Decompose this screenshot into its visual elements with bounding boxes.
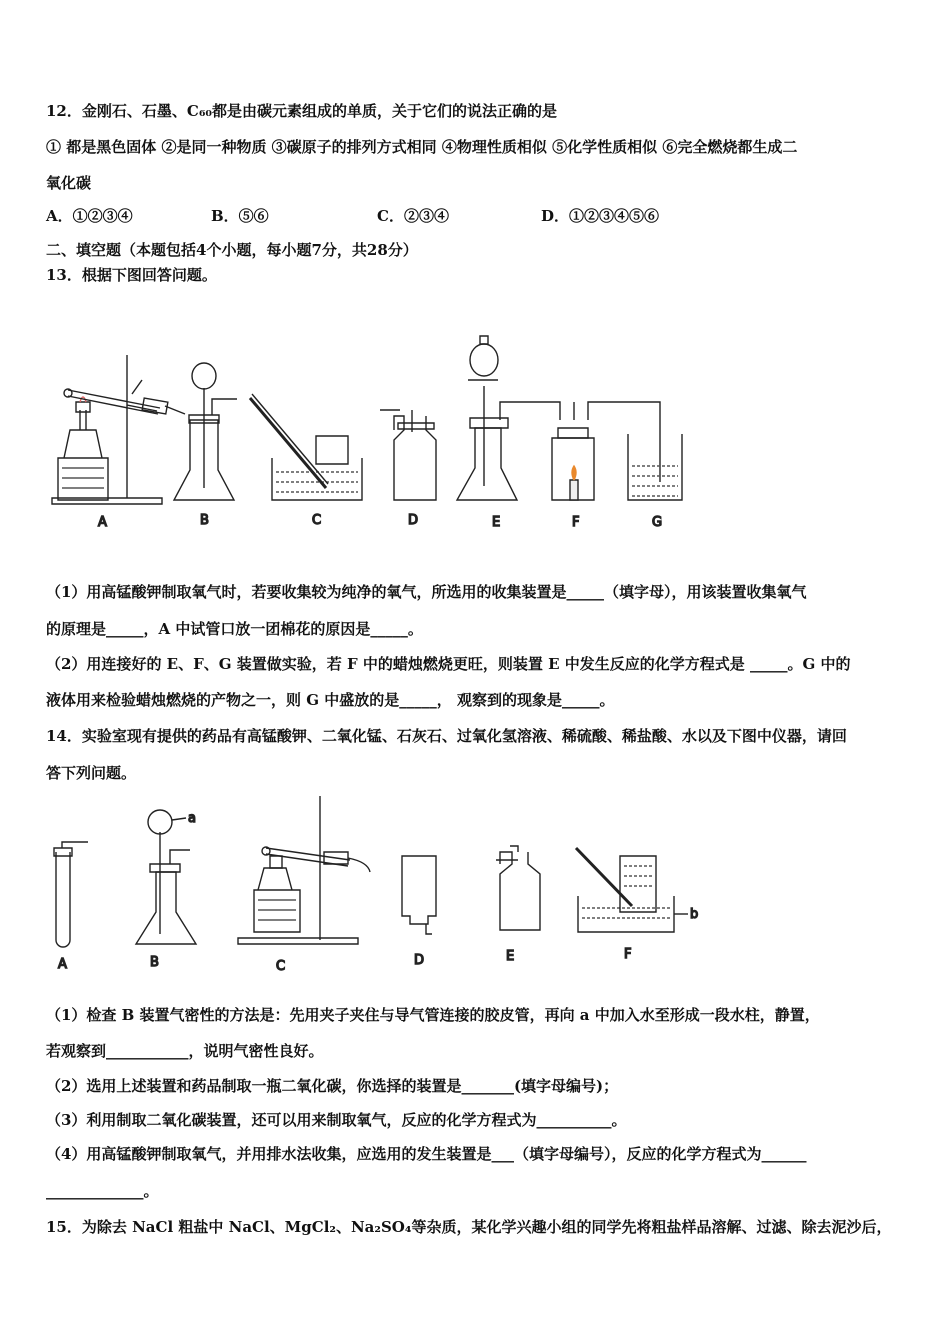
q13-label-a: A	[98, 515, 107, 530]
q15-stem: 15．为除去 NaCl 粗盐中 NaCl、MgCl₂、Na₂SO₄等杂质，某化学兴趣小组的同学先将粗盐样品溶解、过滤、除去泥沙后，	[46, 1218, 892, 1236]
apparatus-g	[628, 434, 682, 500]
apparatus-d	[380, 410, 436, 500]
q13-label-e: E	[492, 515, 501, 530]
apparatus-d	[402, 856, 436, 934]
q13-label-b: B	[200, 513, 209, 528]
apparatus-a	[52, 355, 185, 504]
q14-label-a-marker: a	[188, 811, 196, 826]
apparatus-e	[496, 846, 540, 930]
q13-part1-cont: 的原理是_____，A 中试管口放一团棉花的原因是_____。	[46, 620, 423, 638]
q12-stem: 12．金刚石、石墨、C₆₀都是由碳元素组成的单质，关于它们的说法正确的是	[46, 102, 557, 120]
q13-part1: （1）用高锰酸钾制取氧气时，若要收集较为纯净的氧气，所选用的收集装置是_____（填字母），用该装置收集氧气	[46, 583, 807, 601]
q14-label-b-marker: b	[690, 907, 699, 922]
q14-part2: （2）选用上述装置和药品制取一瓶二氧化碳，你选择的装置是_______(填字母编号)；	[46, 1077, 619, 1095]
q14-part1-cont: 若观察到___________，说明气密性良好。	[46, 1042, 324, 1060]
q14-part1: （1）检查 B 装置气密性的方法是：先用夹子夹住与导气管连接的胶皮管，再向 a 中加入水至形成一段水柱，静置，	[46, 1006, 820, 1024]
q12-option-d: D．①②③④⑤⑥	[541, 207, 660, 225]
apparatus-f	[552, 402, 660, 500]
q13-label-d: D	[408, 513, 419, 528]
q13-part2-cont: 液体用来检验蜡烛燃烧的产物之一，则 G 中盛放的是_____， 观察到的现象是_____。	[46, 691, 615, 709]
apparatus-b	[174, 363, 237, 500]
apparatus-c	[238, 796, 370, 944]
q14-part3: （3）利用制取二氧化碳装置，还可以用来制取氧气，反应的化学方程式为__________。	[46, 1111, 627, 1129]
q13-stem: 13．根据下图回答问题。	[46, 266, 217, 284]
q14-label-d: D	[414, 953, 425, 968]
q14-label-e: E	[506, 949, 515, 964]
q14-label-f: F	[624, 947, 632, 962]
apparatus-c	[250, 394, 362, 500]
apparatus-f	[576, 848, 688, 932]
q14-figure	[40, 790, 720, 980]
q14-label-c: C	[276, 959, 286, 974]
q13-label-f: F	[572, 515, 580, 530]
q14-label-a: A	[58, 957, 67, 972]
q13-figure	[40, 310, 720, 540]
q14-label-b: B	[150, 955, 159, 970]
q12-statements-cont: 氧化碳	[46, 174, 92, 192]
apparatus-a	[54, 842, 88, 947]
q14-part4: （4）用高锰酸钾制取氧气，并用排水法收集，应选用的发生装置是___（填字母编号），反应的化学方程式为______	[46, 1145, 807, 1163]
q14-stem: 14．实验室现有提供的药品有高锰酸钾、二氧化锰、石灰石、过氧化氢溶液、稀硫酸、稀盐酸、水以及下图中仪器，请回	[46, 727, 847, 745]
q13-part2: （2）用连接好的 E、F、G 装置做实验，若 F 中的蜡烛燃烧更旺，则装置 E 中发生反应的化学方程式是 _____。G 中的	[46, 655, 851, 673]
q14-stem-cont: 答下列问题。	[46, 764, 137, 782]
q12-option-c: C．②③④	[377, 207, 449, 225]
section-heading: 二、填空题（本题包括4个小题，每小题7分，共28分）	[46, 241, 418, 259]
q14-part4-cont: _____________。	[46, 1182, 159, 1200]
apparatus-b	[136, 810, 196, 944]
apparatus-e	[457, 336, 560, 500]
q12-option-b: B．⑤⑥	[211, 207, 269, 225]
q13-label-g: G	[652, 515, 663, 530]
q13-label-c: C	[312, 513, 322, 528]
q12-statements: ① 都是黑色固体 ②是同一种物质 ③碳原子的排列方式相同 ④物理性质相似 ⑤化学性质相似 ⑥完全燃烧都生成二	[46, 138, 798, 156]
q12-option-a: A．①②③④	[46, 207, 133, 225]
